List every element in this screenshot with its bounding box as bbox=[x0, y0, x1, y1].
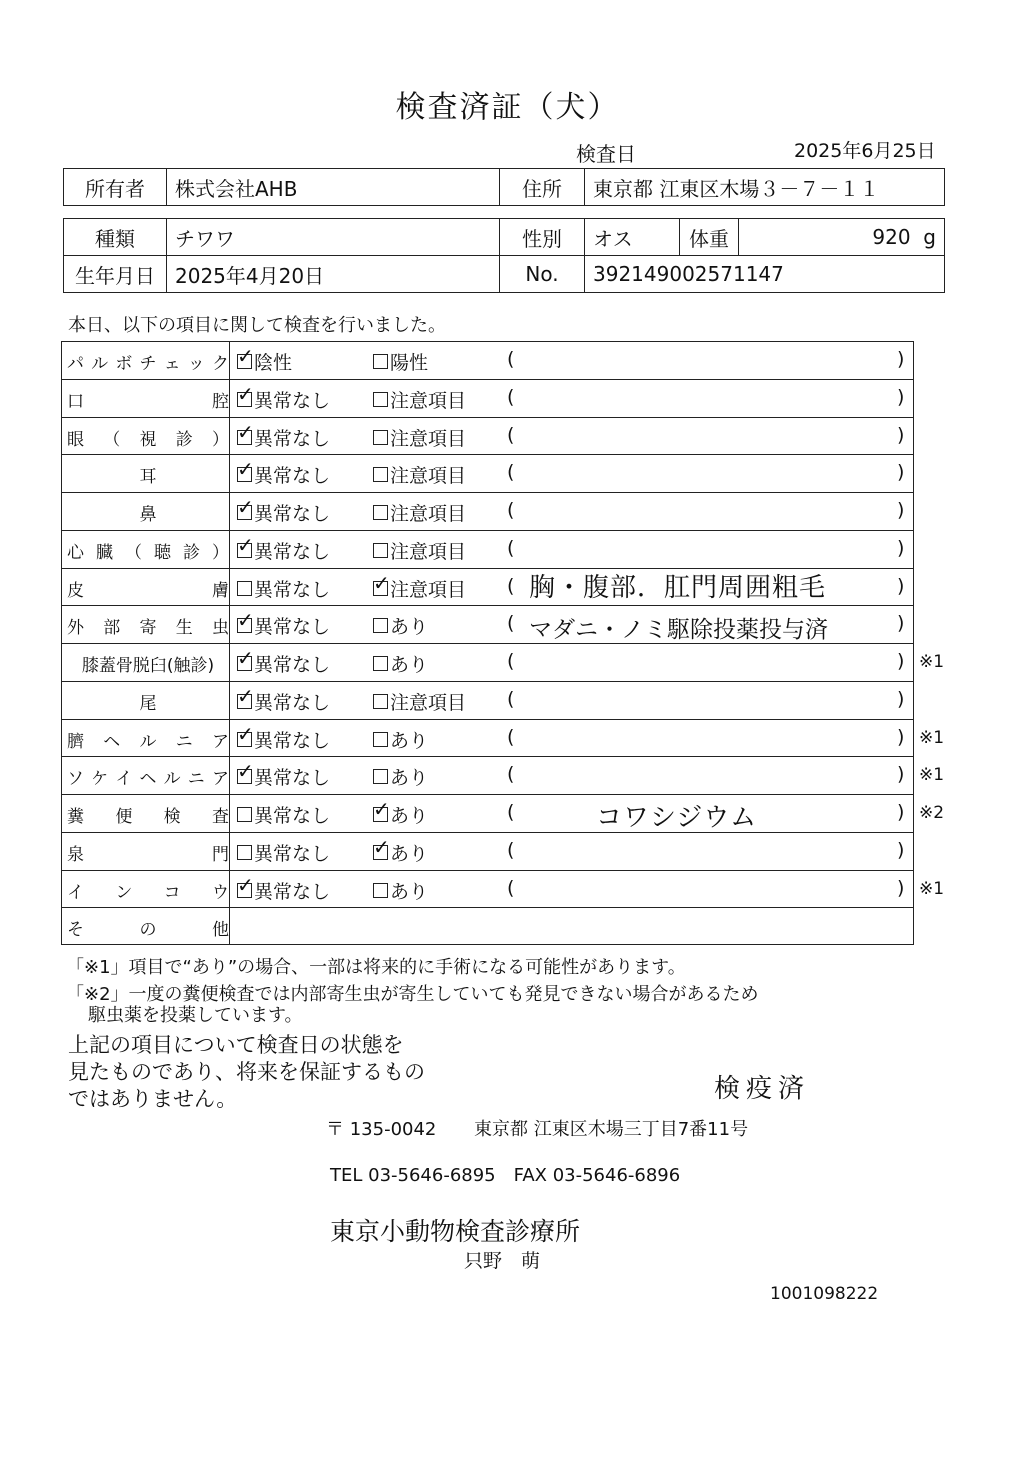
option-label: あり bbox=[390, 880, 429, 903]
option-label: 異常なし bbox=[254, 540, 331, 563]
option-label: 異常なし bbox=[254, 654, 331, 676]
item-name-char: 腔 bbox=[212, 391, 229, 412]
close-paren: ) bbox=[897, 574, 905, 597]
close-paren: ) bbox=[897, 801, 905, 823]
option-label: 注意項目 bbox=[390, 465, 467, 488]
item-name-char: ッ bbox=[187, 354, 205, 374]
item-name-char: そ bbox=[67, 920, 84, 941]
option-label: 異常なし bbox=[254, 880, 331, 903]
number-value: 392149002571147 bbox=[585, 256, 945, 293]
option-label: 注意項目 bbox=[390, 578, 467, 601]
open-paren: ( bbox=[507, 612, 515, 635]
option-label: あり bbox=[390, 654, 429, 676]
open-paren: ( bbox=[507, 499, 515, 521]
item-name-char: ケ bbox=[91, 769, 109, 790]
item-name-char: 外 bbox=[67, 618, 84, 639]
option-label: 異常なし bbox=[254, 729, 331, 752]
option-label: 注意項目 bbox=[390, 427, 467, 450]
breed-value: チワワ bbox=[167, 219, 500, 256]
item-name-char: 臓 bbox=[96, 542, 113, 563]
item-name-char: イ bbox=[115, 769, 133, 790]
close-paren: ) bbox=[897, 725, 905, 748]
option-label: 異常なし bbox=[254, 389, 331, 412]
doctor-name: 只野 萌 bbox=[464, 1250, 541, 1272]
owner-label: 所有者 bbox=[64, 169, 167, 206]
disclaimer-line-1: 上記の項目について検査日の状態を bbox=[68, 1033, 404, 1057]
item-name-char: ヘ bbox=[139, 769, 157, 790]
weight-value: 920 g bbox=[739, 219, 945, 256]
item-name-char: 査 bbox=[211, 807, 229, 827]
footnote-2-line-2: 駆虫薬を投薬しています。 bbox=[88, 1005, 303, 1026]
disclaimer-line-2: 見たものであり、将来を保証するもの bbox=[68, 1060, 425, 1084]
close-paren: ) bbox=[897, 536, 905, 559]
item-name-char: ア bbox=[212, 731, 229, 752]
close-paren: ) bbox=[897, 385, 905, 408]
item-name-char: （ bbox=[103, 429, 121, 450]
item-name-char: 他 bbox=[212, 920, 229, 941]
open-paren: ( bbox=[507, 876, 515, 899]
open-paren: ( bbox=[507, 348, 515, 370]
open-paren: ( bbox=[507, 385, 515, 408]
item-name-char: 門 bbox=[212, 844, 229, 865]
item-name-char: 耳 bbox=[139, 467, 157, 488]
weight-label: 体重 bbox=[680, 219, 739, 256]
open-paren: ( bbox=[507, 801, 515, 823]
option-label: 注意項目 bbox=[390, 389, 467, 412]
clinic-phone: TEL 03-5646-6895 FAX 03-5646-6896 bbox=[330, 1165, 681, 1186]
grid-divider bbox=[229, 341, 230, 945]
open-paren: ( bbox=[507, 574, 515, 597]
item-name-char: 聴 bbox=[154, 542, 171, 563]
birthdate-label: 生年月日 bbox=[64, 256, 167, 293]
item-name-char: パ bbox=[67, 354, 84, 374]
animal-table bbox=[63, 218, 945, 293]
option-label: あり bbox=[390, 767, 429, 790]
item-name-char: ソ bbox=[67, 769, 84, 790]
item-name-char: 尾 bbox=[139, 693, 157, 714]
intro-text: 本日、以下の項目に関して検査を行いました。 bbox=[68, 315, 446, 336]
item-name-char: 口 bbox=[67, 391, 84, 412]
item-name-char: 診 bbox=[175, 429, 193, 450]
option-label: 注意項目 bbox=[390, 503, 467, 525]
item-name-char: ） bbox=[212, 542, 229, 563]
footnote-2-line-1: 「※2」一度の糞便検査では内部寄生虫が寄生していても発見できない場合があるため bbox=[66, 984, 759, 1005]
close-paren: ) bbox=[897, 612, 905, 635]
item-name-char: ア bbox=[211, 769, 229, 790]
item-name-char: ニ bbox=[175, 731, 193, 752]
close-paren: ) bbox=[897, 876, 905, 899]
item-name-char: 膚 bbox=[212, 580, 229, 601]
item-name-char: （ bbox=[125, 542, 142, 563]
item-name-char: ル bbox=[139, 731, 157, 752]
footnote-1: 「※1」項目で“あり”の場合、一部は将来的に手術になる可能性があります。 bbox=[66, 957, 686, 978]
page-title: 検査済証（犬） bbox=[395, 90, 620, 125]
item-name-char: 泉 bbox=[67, 844, 84, 865]
item-name-char: 生 bbox=[175, 618, 193, 639]
item-name-char: ヘ bbox=[103, 731, 121, 752]
close-paren: ) bbox=[897, 348, 905, 370]
item-name-char: 糞 bbox=[67, 807, 84, 827]
footnote-mark: ※2 bbox=[919, 803, 945, 823]
option-label: あり bbox=[390, 805, 429, 827]
footnote-mark: ※1 bbox=[919, 765, 945, 786]
disclaimer-line-3: ではありません。 bbox=[68, 1087, 238, 1111]
open-paren: ( bbox=[507, 650, 515, 672]
disclaimer bbox=[68, 1032, 425, 1113]
item-name-char: 便 bbox=[115, 807, 133, 827]
item-name-char: 部 bbox=[103, 618, 121, 639]
item-note: コワシジウム bbox=[596, 803, 758, 833]
item-name-char: ボ bbox=[115, 354, 133, 374]
item-name-char: 膝蓋骨脱臼(触診) bbox=[81, 656, 215, 676]
close-paren: ) bbox=[897, 499, 905, 521]
close-paren: ) bbox=[897, 838, 905, 861]
breed-label: 種類 bbox=[64, 219, 167, 256]
option-label: 陽性 bbox=[390, 352, 429, 374]
address-label: 住所 bbox=[500, 169, 585, 206]
footnote-mark: ※1 bbox=[919, 727, 945, 748]
item-name-char: ク bbox=[211, 354, 229, 374]
option-label: 異常なし bbox=[254, 465, 331, 488]
option-label: 異常なし bbox=[254, 427, 331, 450]
option-label: 注意項目 bbox=[390, 691, 467, 714]
item-name-char: 視 bbox=[139, 429, 157, 450]
item-name-char: 眼 bbox=[67, 429, 84, 450]
close-paren: ) bbox=[897, 763, 905, 786]
exam-date: 2025年6月25日 bbox=[794, 140, 936, 162]
sex-value: オス bbox=[585, 219, 680, 256]
close-paren: ) bbox=[897, 461, 905, 484]
item-note: 胸・腹部．肛門周囲粗毛 bbox=[529, 572, 827, 603]
open-paren: ( bbox=[507, 536, 515, 559]
option-label: あり bbox=[390, 729, 429, 752]
footnote-mark: ※1 bbox=[919, 878, 945, 899]
item-name-char: チ bbox=[139, 354, 157, 374]
number-label: No. bbox=[500, 256, 585, 293]
option-label: あり bbox=[390, 842, 429, 865]
footnote-mark: ※1 bbox=[919, 652, 945, 672]
open-paren: ( bbox=[507, 423, 515, 446]
item-name-char: ） bbox=[212, 429, 229, 450]
postal-code: 〒 135-0042 bbox=[326, 1119, 437, 1140]
grid-border bbox=[61, 341, 914, 945]
option-label: 異常なし bbox=[254, 578, 331, 601]
item-name-char: ウ bbox=[211, 882, 229, 903]
open-paren: ( bbox=[507, 461, 515, 484]
option-label: 陰性 bbox=[254, 352, 293, 374]
option-label: 異常なし bbox=[254, 503, 331, 525]
option-label: 異常なし bbox=[254, 616, 331, 639]
quarantine-stamp: 検疫済 bbox=[714, 1074, 811, 1104]
item-name-char: 鼻 bbox=[139, 505, 157, 525]
document-id: 1001098222 bbox=[770, 1284, 879, 1304]
open-paren: ( bbox=[507, 687, 515, 710]
item-name-char: コ bbox=[163, 882, 181, 903]
close-paren: ) bbox=[897, 423, 905, 446]
clinic-name: 東京小動物検査診療所 bbox=[330, 1217, 581, 1246]
sex-label: 性別 bbox=[500, 219, 585, 256]
option-label: 異常なし bbox=[254, 767, 331, 790]
item-name-char: 臍 bbox=[67, 731, 84, 752]
option-label: 注意項目 bbox=[390, 540, 467, 563]
owner-table bbox=[63, 168, 945, 206]
owner-value: 株式会社AHB bbox=[167, 169, 500, 206]
option-label: 異常なし bbox=[254, 691, 331, 714]
address-value: 東京都 江東区木場３－７－１１ bbox=[585, 169, 945, 206]
exam-date-label: 検査日 bbox=[576, 142, 636, 166]
item-name-char: イ bbox=[67, 882, 84, 903]
item-name-char: 皮 bbox=[67, 580, 84, 601]
option-label: 異常なし bbox=[254, 842, 331, 865]
open-paren: ( bbox=[507, 838, 515, 861]
birthdate-value: 2025年4月20日 bbox=[167, 256, 500, 293]
option-label: 異常なし bbox=[254, 805, 331, 827]
item-name-char: ル bbox=[91, 354, 109, 374]
item-name-char: ン bbox=[115, 882, 133, 903]
close-paren: ) bbox=[897, 687, 905, 710]
clinic-address: 東京都 江東区木場三丁目7番11号 bbox=[474, 1119, 749, 1140]
item-name-char: ェ bbox=[163, 354, 181, 374]
item-name-char: 寄 bbox=[139, 618, 157, 639]
item-name-char: 虫 bbox=[212, 618, 229, 639]
item-name-char: ニ bbox=[187, 769, 205, 790]
close-paren: ) bbox=[897, 650, 905, 672]
item-name-char: 心 bbox=[67, 542, 84, 563]
item-name-char: ル bbox=[163, 769, 181, 790]
item-name-char: 診 bbox=[183, 542, 200, 563]
item-name-char: 検 bbox=[163, 807, 181, 827]
item-name-char: の bbox=[139, 920, 157, 941]
option-label: あり bbox=[390, 616, 429, 639]
item-note: マダニ・ノミ駆除投薬投与済 bbox=[529, 617, 828, 644]
open-paren: ( bbox=[507, 725, 515, 748]
open-paren: ( bbox=[507, 763, 515, 786]
